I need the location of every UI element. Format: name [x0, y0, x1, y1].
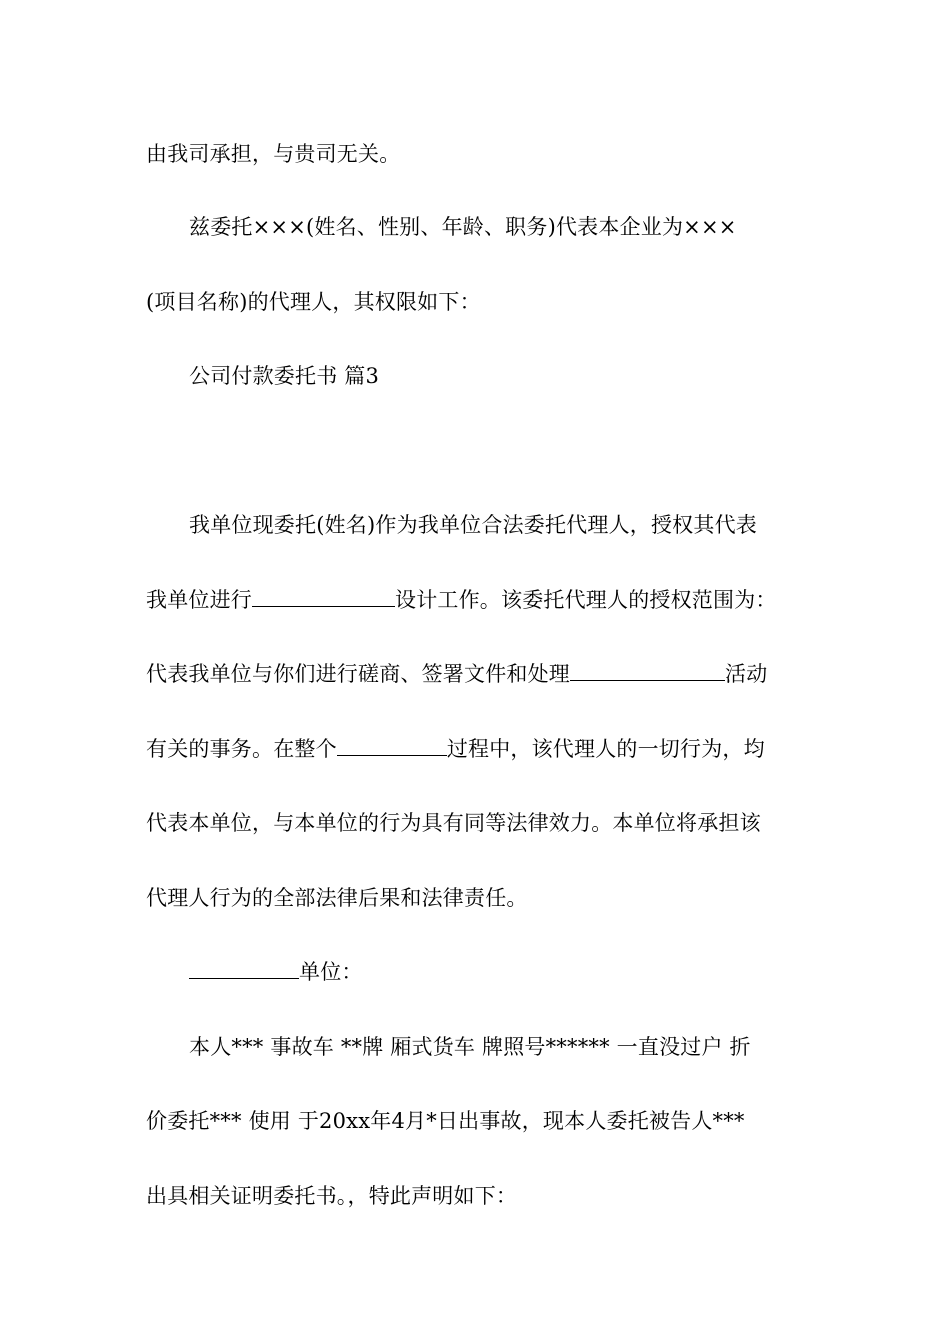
text-segment: 有关的事务。在整个: [146, 737, 337, 761]
paragraph-line: 本人*** 事故车 **牌 厢式货车 牌照号****** 一直没过户 折: [189, 1035, 751, 1059]
paragraph-line: 代表本单位，与本单位的行为具有同等法律效力。本单位将承担该: [146, 811, 761, 835]
text-segment: 代表我单位与你们进行磋商、签署文件和处理: [146, 662, 570, 686]
paragraph-line: [146, 659, 767, 689]
fill-blank: [252, 586, 395, 607]
fill-blank: [570, 660, 725, 681]
paragraph-line: 出具相关证明委托书。，特此声明如下：: [146, 1184, 518, 1208]
section-heading: 公司付款委托书 篇3: [189, 364, 380, 388]
paragraph-line: 价委托*** 使用 于20xx年4月*日出事故，现本人委托被告人***: [146, 1109, 745, 1133]
text-segment: 单位：: [299, 960, 363, 984]
fill-blank: [189, 958, 299, 979]
paragraph-line: 兹委托×××(姓名、性别、年龄、职务)代表本企业为×××: [189, 215, 737, 239]
text-segment: 活动: [725, 662, 768, 686]
paragraph-line: [189, 957, 363, 987]
text-segment: 过程中，该代理人的一切行为，均: [446, 737, 765, 761]
fill-blank: [337, 735, 447, 756]
text-segment: 设计工作。该委托代理人的授权范围为：: [395, 588, 777, 612]
text-segment: 我单位进行: [146, 588, 252, 612]
paragraph-line: [146, 734, 765, 764]
paragraph-line: (项目名称)的代理人，其权限如下：: [146, 290, 481, 314]
paragraph-line: 由我司承担，与贵司无关。: [146, 142, 401, 166]
paragraph-line: [146, 585, 777, 615]
paragraph-line: 代理人行为的全部法律后果和法律责任。: [146, 886, 528, 910]
paragraph-line: 我单位现委托(姓名)作为我单位合法委托代理人，授权其代表: [189, 513, 757, 537]
